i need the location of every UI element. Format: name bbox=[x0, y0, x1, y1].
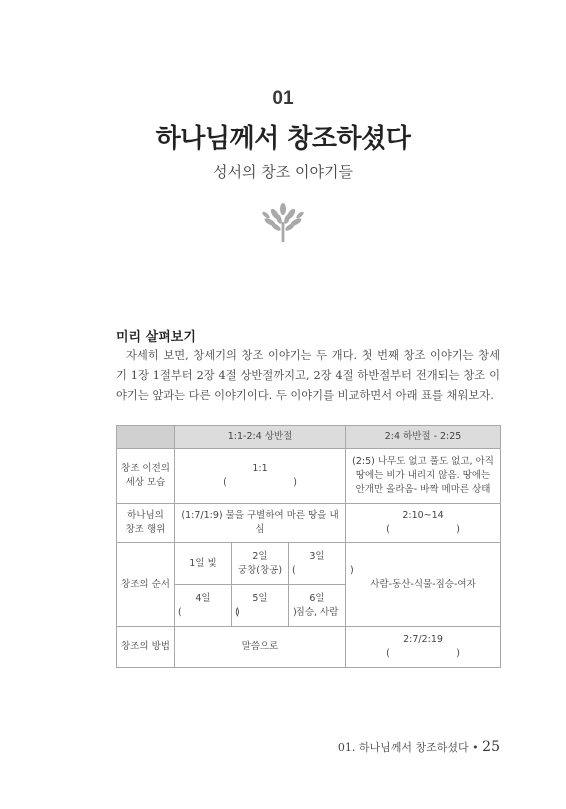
chapter-subtitle: 성서의 창조 이야기들 bbox=[213, 163, 353, 181]
row-label-before-world: 창조 이전의 세상 모습 bbox=[117, 449, 175, 504]
blank-slot[interactable]: ( ) bbox=[386, 648, 460, 659]
footer-chapter-title: 하나님께서 창조하셨다 bbox=[358, 741, 469, 754]
before-world-second-cell: (2:5) 나무도 없고 풀도 없고, 아직 땅에는 비가 내리지 않음. 땅에는 안개만 올라옴- 바짝 메마른 상태 bbox=[346, 449, 501, 504]
page-number: 25 bbox=[482, 739, 500, 755]
blank-slot[interactable]: ( ) bbox=[178, 606, 240, 618]
preview-body: 자세히 보면, 창세기의 창조 이야기는 두 개다. 첫 번째 창조 이야기는 창세기 1장 1절부터 2장 4절 상반절까지고, 2장 4절 하반절부터 전개되는 창조 이야기는 앞과는 다른 이야기이다. 두 이야기를 비교하면서 아래 표를 채워보자. bbox=[116, 349, 500, 402]
row-label-order: 창조의 순서 bbox=[117, 543, 175, 627]
page-footer bbox=[338, 739, 500, 755]
table-row bbox=[117, 627, 501, 668]
day1-cell: 1일 빛 bbox=[175, 543, 232, 585]
footer-chapter-number: 01. bbox=[337, 741, 356, 754]
footer-separator: • bbox=[472, 741, 479, 754]
header-second-account: 2:4 하반절 - 2:25 bbox=[346, 426, 501, 449]
comparison-table bbox=[116, 425, 501, 668]
day4-cell: 4일 ( ) bbox=[175, 585, 232, 627]
method-second-cell: 2:7/2:19 ( ) bbox=[346, 627, 501, 668]
table-corner-cell bbox=[117, 426, 175, 449]
day5-cell: 5일 ( ) bbox=[232, 585, 289, 627]
table-row bbox=[117, 543, 501, 585]
god-action-first-cell: (1:7/1:9) 물을 구별하여 마른 땅을 내심 bbox=[175, 504, 346, 543]
chapter-title: 하나님께서 창조하셨다 bbox=[155, 124, 411, 154]
day3-cell: 3일 ( ) bbox=[289, 543, 346, 585]
day6-cell: 6일 짐승, 사람 bbox=[289, 585, 346, 627]
blank-slot[interactable]: ( ) bbox=[223, 477, 297, 488]
god-action-second-cell: 2:10~14 ( ) bbox=[346, 504, 501, 543]
blank-slot[interactable]: ( ) bbox=[386, 524, 460, 535]
order-second-cell: 사람-동산-식물-짐승-여자 bbox=[346, 543, 501, 627]
method-first-cell: 말씀으로 bbox=[175, 627, 346, 668]
header-first-account: 1:1-2:4 상반절 bbox=[175, 426, 346, 449]
row-label-method: 창조의 방법 bbox=[117, 627, 175, 668]
tree-icon bbox=[260, 200, 306, 246]
blank-slot[interactable]: ( ) bbox=[235, 606, 297, 618]
preview-heading: 미리 살펴보기 bbox=[116, 330, 196, 345]
row-label-god-action: 하나님의 창조 행위 bbox=[117, 504, 175, 543]
before-world-first-cell: 1:1 ( ) bbox=[175, 449, 346, 504]
table-row bbox=[117, 449, 501, 504]
blank-slot[interactable]: ( ) bbox=[292, 564, 354, 576]
chapter-number: 01 bbox=[272, 88, 294, 109]
day2-cell: 2일 궁창(창공) bbox=[232, 543, 289, 585]
table-header-row bbox=[117, 426, 501, 449]
table-row bbox=[117, 504, 501, 543]
